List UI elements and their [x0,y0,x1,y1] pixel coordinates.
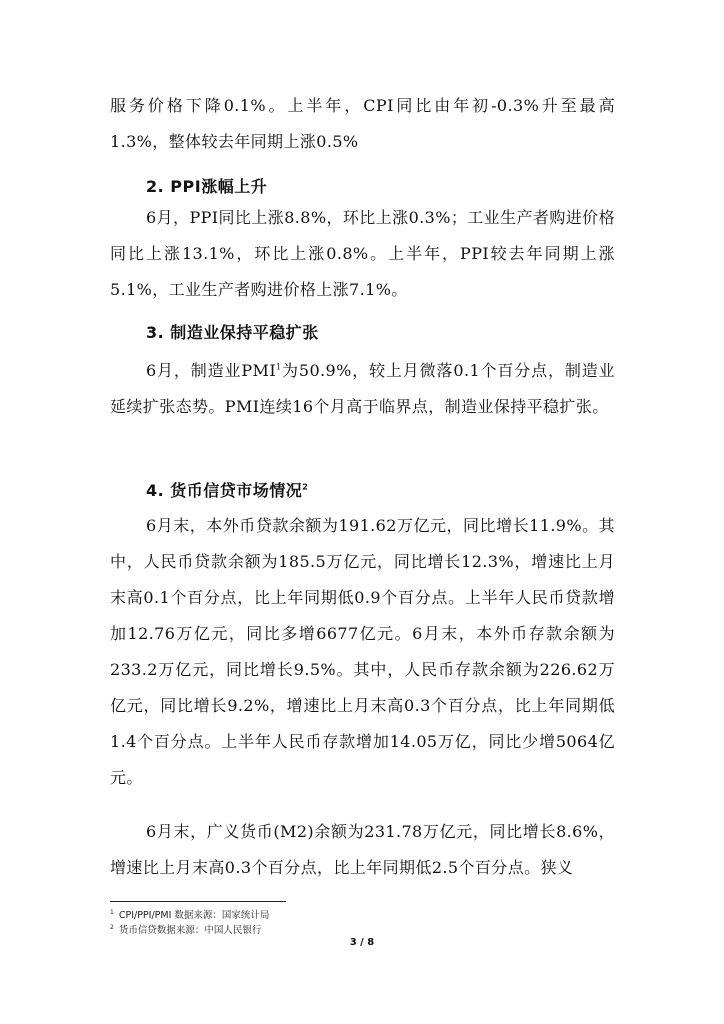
footnote-ref-2: 2 [302,482,309,492]
footnote-1-text: CPI/PPI/PMI 数据来源：国家统计局 [118,910,270,921]
paragraph-m2: 6月末，广义货币(M2)余额为231.78万亿元，同比增长8.6%，增速比上月末高0.3个百分点，比上年同期低2.5个百分点。狭义 [110,822,615,877]
heading-credit-market-text: 4. 货币信贷市场情况 [146,481,303,500]
footnote-1-mark: 1 [110,908,114,916]
paragraph-pmi-rest: 为50.9%，较上月微落0.1个百分点，制造业延续扩张态势。PMI连续16个月高于临界点，制造业保持平稳扩张。 [110,361,615,416]
footnote-1 [110,907,269,921]
paragraph-loans-deposits: 6月末，本外币贷款余额为191.62万亿元，同比增长11.9%。其中，人民币贷款余额为185.5万亿元，同比增长12.3%，增速比上月末高0.1个百分点，比上年同期低0.9个百分点。上半年人民币贷款增加12.76万亿元，同比多增6677亿元。6月末，本外币存款余额为233.2万亿元，同比增长9.5%。其中，人民币存款余额为226.62万亿元，同比增长9.2%，增速比上月末高0.3个百分点，比上年同期低1.4个百分点。上半年人民币存款增加14.05万亿，同比少增5064亿元。 [110,516,615,787]
paragraph-cpi-continued: 服务价格下降0.1%。上半年，CPI同比由年初-0.3%升至最高1.3%，整体较去年同期上涨0.5% [110,96,615,151]
footnote-2-text: 货币信贷数据来源：中国人民银行 [118,925,262,936]
page-number: 3 / 8 [349,937,375,948]
heading-credit-market [146,478,308,501]
footnote-divider [110,901,286,902]
footnote-ref-1: 1 [276,362,282,372]
heading-manufacturing: 3. 制造业保持平稳扩张 [146,323,319,342]
footnote-2 [110,922,261,936]
paragraph-pmi [110,353,615,425]
footnote-2-mark: 2 [110,923,114,931]
heading-ppi: 2. PPI涨幅上升 [146,177,268,196]
paragraph-pmi-lead: 6月，制造业PMI [146,361,277,380]
paragraph-ppi: 6月，PPI同比上涨8.8%，环比上涨0.3%；工业生产者购进价格同比上涨13.1%，环比上涨0.8%。上半年，PPI较去年同期上涨5.1%，工业生产者购进价格上涨7.1%。 [110,208,615,299]
